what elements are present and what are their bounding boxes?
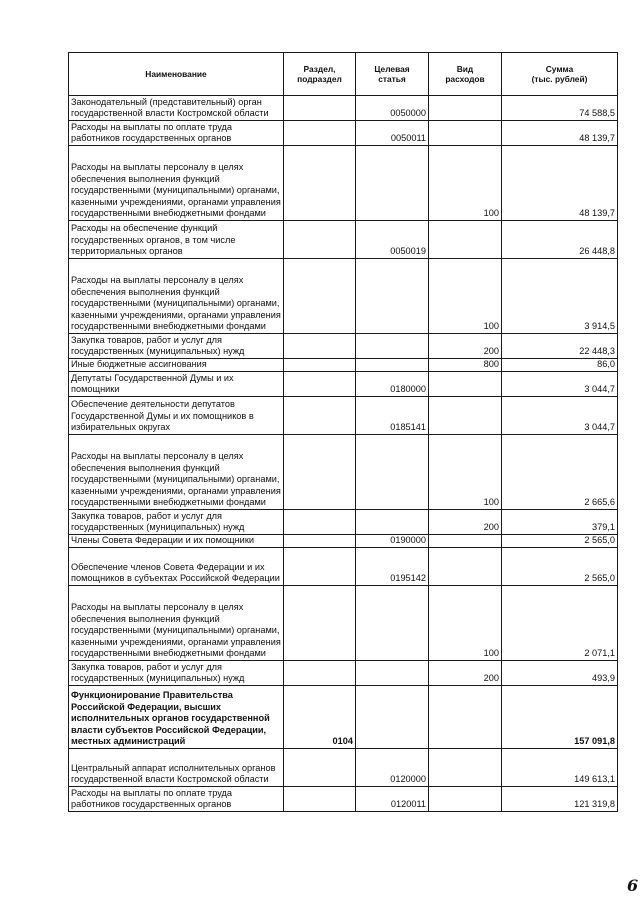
cell-type <box>429 221 502 259</box>
cell-section <box>284 146 356 221</box>
cell-type <box>429 372 502 397</box>
table-row <box>69 146 618 221</box>
cell-type <box>429 686 502 749</box>
cell-target <box>356 334 429 359</box>
cell-target: 0185141 <box>356 397 429 435</box>
cell-target <box>356 146 429 221</box>
cell-type: 100 <box>429 146 502 221</box>
cell-type <box>429 535 502 548</box>
table-header-row <box>69 53 618 96</box>
cell-name: Члены Совета Федерации и их помощники <box>69 535 284 548</box>
cell-name: Расходы на выплаты персоналу в целях обеспечения выполнения функций государственными (муниципальными) органами, казенными учреждениями, органами управления государственными внебюджетными фондами <box>69 259 284 334</box>
cell-sum: 48 139,7 <box>502 146 618 221</box>
cell-section <box>284 586 356 661</box>
cell-target <box>356 435 429 510</box>
cell-section: 0104 <box>284 686 356 749</box>
cell-name: Иные бюджетные ассигнования <box>69 359 284 372</box>
cell-sum: 2 071,1 <box>502 586 618 661</box>
cell-type <box>429 548 502 586</box>
budget-table <box>68 52 618 812</box>
cell-type: 100 <box>429 435 502 510</box>
cell-name: Обеспечение деятельности депутатов Государственной Думы и их помощников в избирательных округах <box>69 397 284 435</box>
cell-section <box>284 661 356 686</box>
cell-section <box>284 435 356 510</box>
cell-sum: 74 588,5 <box>502 96 618 121</box>
cell-section <box>284 372 356 397</box>
cell-target <box>356 510 429 535</box>
table-row <box>69 334 618 359</box>
cell-type <box>429 749 502 787</box>
cell-target: 0050000 <box>356 96 429 121</box>
table-row <box>69 686 618 749</box>
cell-name: Закупка товаров, работ и услуг для государственных (муниципальных) нужд <box>69 334 284 359</box>
cell-name: Расходы на обеспечение функций государственных органов, в том числе территориальных органов <box>69 221 284 259</box>
cell-type <box>429 787 502 812</box>
cell-section <box>284 259 356 334</box>
cell-name: Расходы на выплаты персоналу в целях обеспечения выполнения функций государственными (муниципальными) органами, казенными учреждениями, органами управления государственными внебюджетными фондами <box>69 435 284 510</box>
cell-sum: 379,1 <box>502 510 618 535</box>
cell-target <box>356 661 429 686</box>
cell-type: 200 <box>429 510 502 535</box>
table-row <box>69 397 618 435</box>
cell-name: Депутаты Государственной Думы и их помощники <box>69 372 284 397</box>
header-target <box>356 53 429 96</box>
page-number: 6 <box>627 876 639 895</box>
cell-target <box>356 686 429 749</box>
header-sum <box>502 53 618 96</box>
cell-name: Расходы на выплаты персоналу в целях обеспечения выполнения функций государственными (муниципальными) органами, казенными учреждениями, органами управления государственными внебюджетными фондами <box>69 586 284 661</box>
cell-target: 0050019 <box>356 221 429 259</box>
cell-sum: 493,9 <box>502 661 618 686</box>
cell-target <box>356 359 429 372</box>
header-section <box>284 53 356 96</box>
cell-sum: 3 914,5 <box>502 259 618 334</box>
cell-section <box>284 221 356 259</box>
table-row <box>69 787 618 812</box>
table-row <box>69 661 618 686</box>
cell-section <box>284 334 356 359</box>
cell-sum: 22 448,3 <box>502 334 618 359</box>
cell-type: 100 <box>429 259 502 334</box>
cell-type: 200 <box>429 334 502 359</box>
cell-section <box>284 96 356 121</box>
cell-section <box>284 548 356 586</box>
table-row <box>69 359 618 372</box>
header-name: Наименование <box>69 53 284 96</box>
cell-target <box>356 586 429 661</box>
table-row <box>69 435 618 510</box>
cell-section <box>284 510 356 535</box>
header-target-text: Целевая статья <box>374 63 410 84</box>
cell-type: 100 <box>429 586 502 661</box>
cell-name: Расходы на выплаты по оплате труда работников государственных органов <box>69 787 284 812</box>
cell-section <box>284 749 356 787</box>
cell-type: 200 <box>429 661 502 686</box>
cell-name: Центральный аппарат исполнительных органов государственной власти Костромской области <box>69 749 284 787</box>
table-row <box>69 548 618 586</box>
cell-target: 0180000 <box>356 372 429 397</box>
cell-sum: 3 044,7 <box>502 372 618 397</box>
cell-name: Расходы на выплаты по оплате труда работников государственных органов <box>69 121 284 146</box>
cell-name: Обеспечение членов Совета Федерации и их помощников в субъектах Российской Федерации <box>69 548 284 586</box>
header-type-text: Вид расходов <box>445 63 485 84</box>
cell-sum: 149 613,1 <box>502 749 618 787</box>
table-row <box>69 121 618 146</box>
cell-target <box>356 259 429 334</box>
cell-target: 0190000 <box>356 535 429 548</box>
table-row <box>69 535 618 548</box>
cell-sum: 26 448,8 <box>502 221 618 259</box>
table-row <box>69 221 618 259</box>
cell-target: 0120011 <box>356 787 429 812</box>
cell-name: Функционирование Правительства Российской Федерации, высших исполнительных органов государственной власти субъектов Российской Федерации, местных администраций <box>69 686 284 749</box>
cell-sum: 3 044,7 <box>502 397 618 435</box>
cell-sum: 157 091,8 <box>502 686 618 749</box>
cell-type <box>429 96 502 121</box>
table-row <box>69 96 618 121</box>
cell-sum: 86,0 <box>502 359 618 372</box>
cell-sum: 2 565,0 <box>502 535 618 548</box>
table-row <box>69 259 618 334</box>
cell-section <box>284 121 356 146</box>
cell-target: 0050011 <box>356 121 429 146</box>
cell-sum: 121 319,8 <box>502 787 618 812</box>
table-row <box>69 372 618 397</box>
cell-type <box>429 397 502 435</box>
cell-target: 0120000 <box>356 749 429 787</box>
cell-name: Расходы на выплаты персоналу в целях обеспечения выполнения функций государственными (муниципальными) органами, казенными учреждениями, органами управления государственными внебюджетными фондами <box>69 146 284 221</box>
header-section-text: Раздел, подраздел <box>297 63 342 84</box>
cell-target: 0195142 <box>356 548 429 586</box>
cell-section <box>284 535 356 548</box>
table-row <box>69 510 618 535</box>
cell-name: Закупка товаров, работ и услуг для государственных (муниципальных) нужд <box>69 510 284 535</box>
cell-type: 800 <box>429 359 502 372</box>
cell-sum: 2 665,6 <box>502 435 618 510</box>
cell-type <box>429 121 502 146</box>
cell-sum: 48 139,7 <box>502 121 618 146</box>
cell-name: Закупка товаров, работ и услуг для государственных (муниципальных) нужд <box>69 661 284 686</box>
cell-section <box>284 397 356 435</box>
table-row <box>69 586 618 661</box>
cell-section <box>284 359 356 372</box>
table-row <box>69 749 618 787</box>
cell-name: Законодательный (представительный) орган государственной власти Костромской области <box>69 96 284 121</box>
table-body <box>69 96 618 812</box>
cell-sum: 2 565,0 <box>502 548 618 586</box>
header-sum-text: Сумма (тыс. рублей) <box>531 63 588 84</box>
header-type <box>429 53 502 96</box>
cell-section <box>284 787 356 812</box>
